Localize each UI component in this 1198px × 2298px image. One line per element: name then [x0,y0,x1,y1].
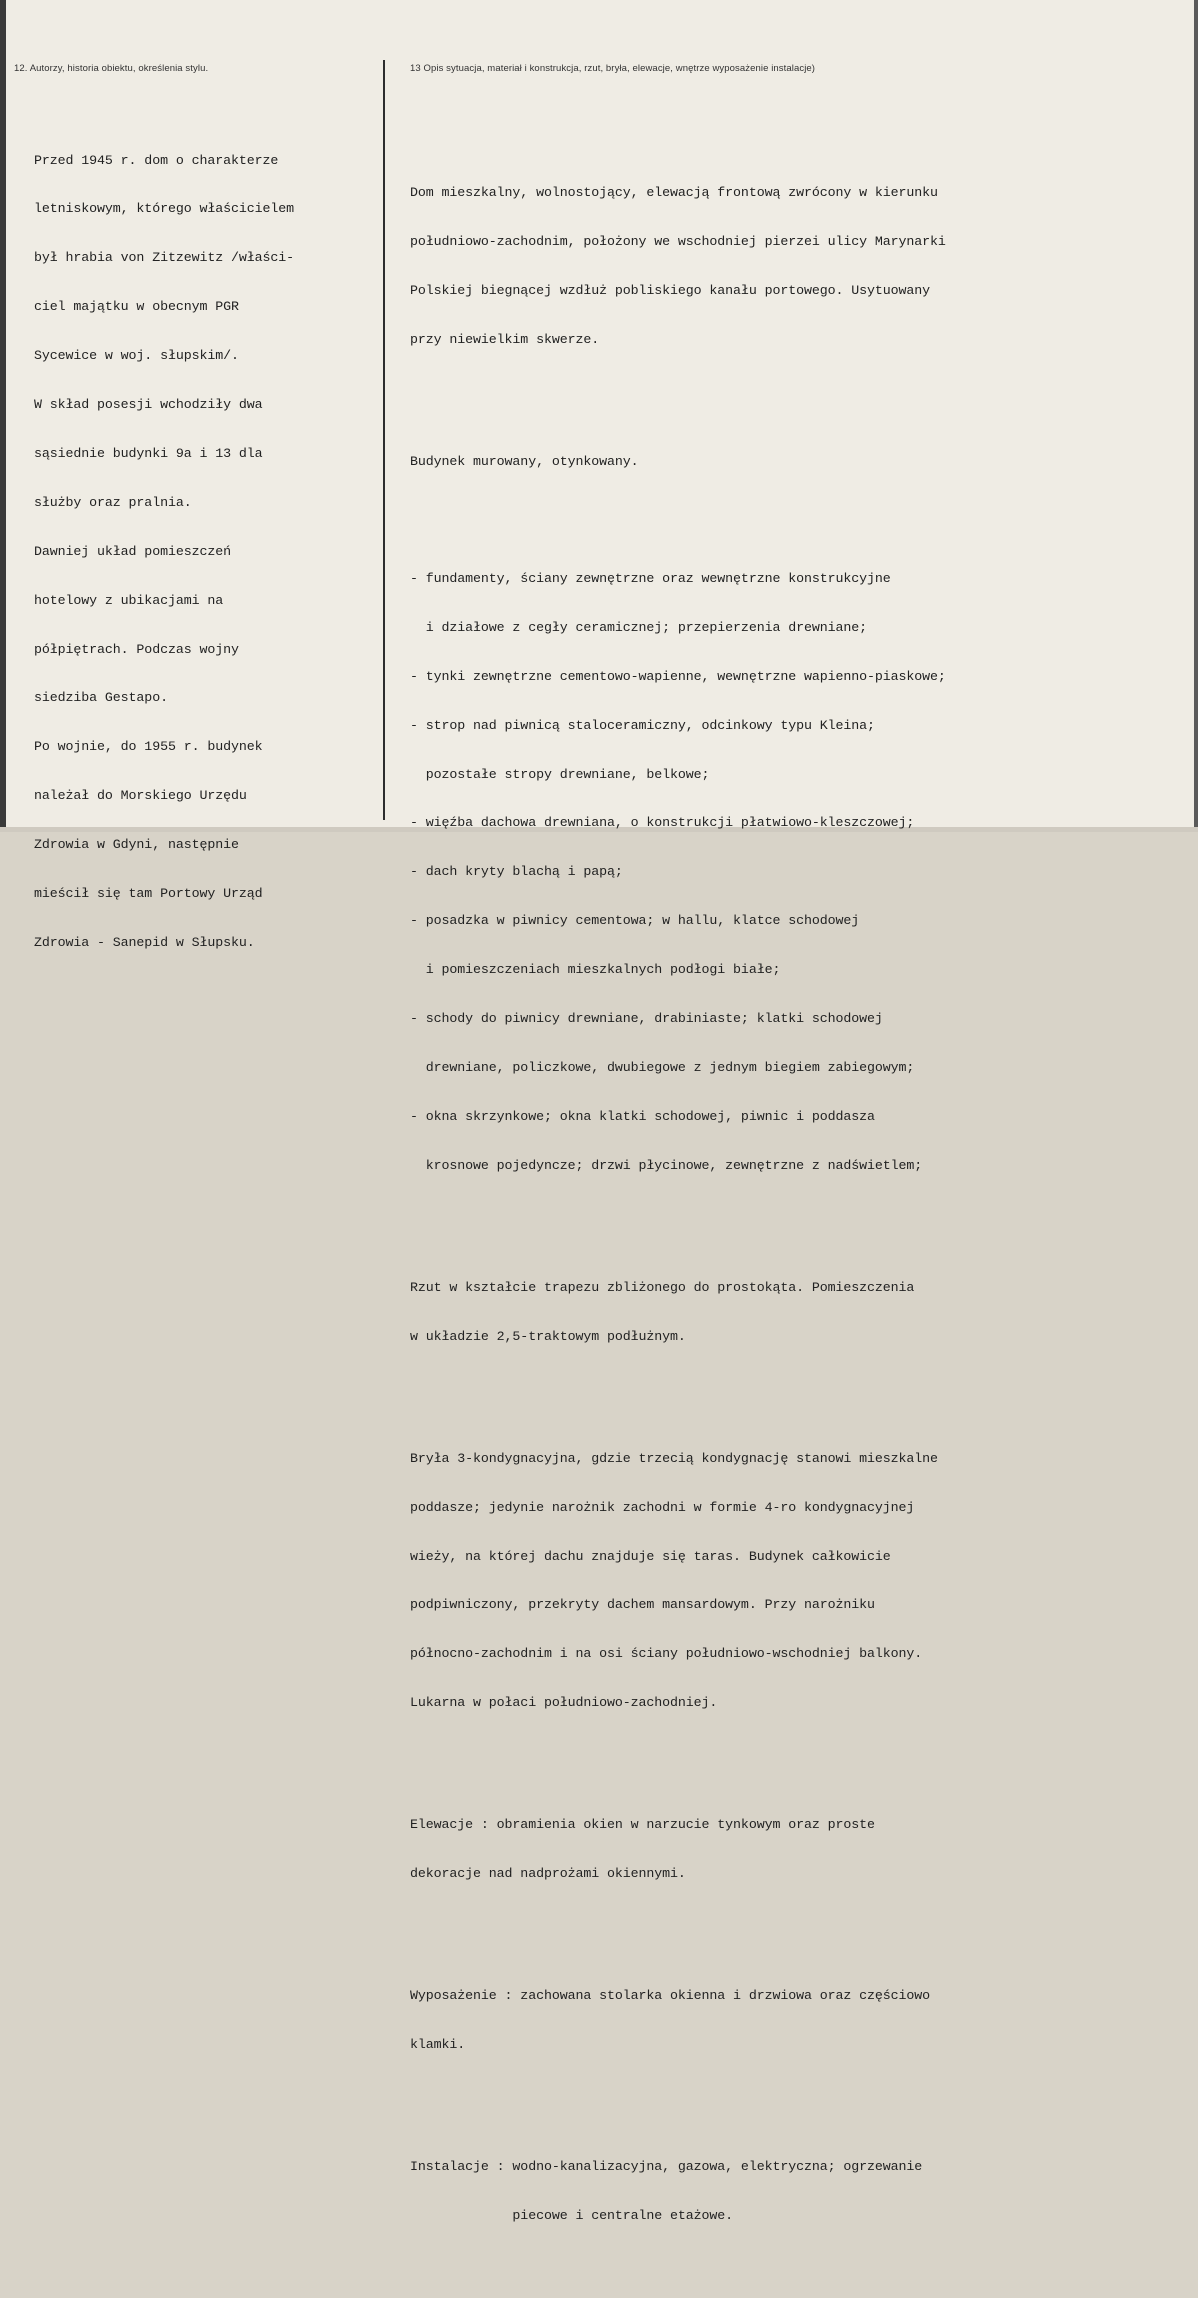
history-line: Zdrowia - Sanepid w Słupsku. [34,934,255,950]
equipment-line: klamki. [410,2037,466,2053]
history-line: służby oraz pralnia. [34,494,192,510]
left-edge-shadow [0,0,6,832]
elevations-line: dekoracje nad nadprożami okiennymi. [410,1866,686,1882]
history-line: W skład posesji wchodziły dwa [34,397,263,413]
history-line: letniskowym, którego właścicielem [34,201,295,217]
history-line: Dawniej układ pomieszczeń [34,543,231,559]
massing-line: Bryła 3-kondygnacyjna, gdzie trzecią kondygnację stanowi mieszkalne [410,1450,938,1466]
history-line: Sycewice w woj. słupskim/. [34,348,239,364]
history-line: należał do Morskiego Urzędu [34,788,247,804]
installations-line: Instalacje : wodno-kanalizacyjna, gazowa, elektryczna; ogrzewanie [410,2159,923,2175]
situation-line: południowo-zachodnim, położony we wschodniej pierzei ulicy Marynarki [410,234,946,250]
construction-intro [410,421,946,502]
history-line: półpiętrach. Podczas wojny [34,641,239,657]
history-line: był hrabia von Zitzewitz /właści- [34,250,295,266]
construction-item: - okna skrzynkowe; okna klatki schodowej, piwnic i poddasza [410,1108,875,1124]
history-line: sąsiednie budynki 9a i 13 dla [34,445,263,461]
construction-list [410,538,946,1206]
construction-item: i pomieszczeniach mieszkalnych podłogi białe; [410,962,781,978]
description-text [410,120,946,2298]
massing-line: podpiwniczony, przekryty dachem mansardowym. Przy narożniku [410,1597,875,1613]
construction-item: - tynki zewnętrzne cementowo-wapienne, wewnętrzne wapienno-piaskowe; [410,668,946,684]
situation-line: Dom mieszkalny, wolnostojący, elewacją frontową zwrócony w kierunku [410,185,938,201]
plan-paragraph [410,1247,946,1377]
massing-line: Lukarna w połaci południowo-zachodniej. [410,1695,718,1711]
history-text [34,120,294,984]
column-divider [383,60,385,820]
massing-paragraph [410,1418,946,1744]
massing-line: północno-zachodnim i na osi ściany południowo-wschodniej balkony. [410,1646,923,1662]
construction-item: - więźba dachowa drewniana, o konstrukcji płatwiowo-kleszczowej; [410,815,915,831]
section-13-heading: 13 Opis sytuacja, materiał i konstrukcja, rzut, bryła, elewacje, wnętrze wyposażenie instalacje) [410,63,816,74]
construction-item: - fundamenty, ściany zewnętrzne oraz wewnętrzne konstrukcyjne [410,571,891,587]
history-line: hotelowy z ubikacjami na [34,592,224,608]
history-line: ciel majątku w obecnym PGR [34,299,239,315]
installations-paragraph [410,2127,946,2257]
equipment-paragraph [410,1956,946,2086]
construction-item: - schody do piwnicy drewniane, drabiniaste; klatki schodowej [410,1011,883,1027]
massing-line: wieży, na której dachu znajduje się taras. Budynek całkowicie [410,1548,891,1564]
construction-item: - posadzka w piwnicy cementowa; w hallu, klatce schodowej [410,913,860,929]
construction-item: drewniane, policzkowe, dwubiegowe z jednym biegiem zabiegowym; [410,1059,915,1075]
construction-item: - strop nad piwnicą staloceramiczny, odcinkowy typu Kleina; [410,717,875,733]
history-line: Po wojnie, do 1955 r. budynek [34,739,263,755]
right-edge-shadow [1194,0,1198,832]
construction-item: i działowe z cegły ceramicznej; przepierzenia drewniane; [410,619,868,635]
equipment-line: Wyposażenie : zachowana stolarka okienna i drzwiowa oraz częściowo [410,1988,931,2004]
elevations-paragraph [410,1785,946,1915]
elevations-line: Elewacje : obramienia okien w narzucie tynkowym oraz proste [410,1817,875,1833]
construction-item: krosnowe pojedyncze; drzwi płycinowe, zewnętrzne z nadświetlem; [410,1157,923,1173]
installations-line: piecowe i centralne etażowe. [410,2208,734,2224]
history-line: mieścił się tam Portowy Urząd [34,885,263,901]
history-line: Przed 1945 r. dom o charakterze [34,152,279,168]
construction-intro-line: Budynek murowany, otynkowany. [410,453,639,469]
section-12-heading: 12. Autorzy, historia obiektu, określenia stylu. [14,63,209,74]
construction-item: - dach kryty blachą i papą; [410,864,623,880]
situation-line: przy niewielkim skwerze. [410,331,600,347]
history-line: siedziba Gestapo. [34,690,168,706]
history-line: Zdrowia w Gdyni, następnie [34,837,239,853]
massing-line: poddasze; jedynie narożnik zachodni w formie 4-ro kondygnacyjnej [410,1499,915,1515]
plan-line: w układzie 2,5-traktowym podłużnym. [410,1328,686,1344]
situation-line: Polskiej biegnącej wzdłuż pobliskiego kanału portowego. Usytuowany [410,282,931,298]
situation-paragraph [410,153,946,381]
construction-item: pozostałe stropy drewniane, belkowe; [410,766,710,782]
plan-line: Rzut w kształcie trapezu zbliżonego do prostokąta. Pomieszczenia [410,1279,915,1295]
